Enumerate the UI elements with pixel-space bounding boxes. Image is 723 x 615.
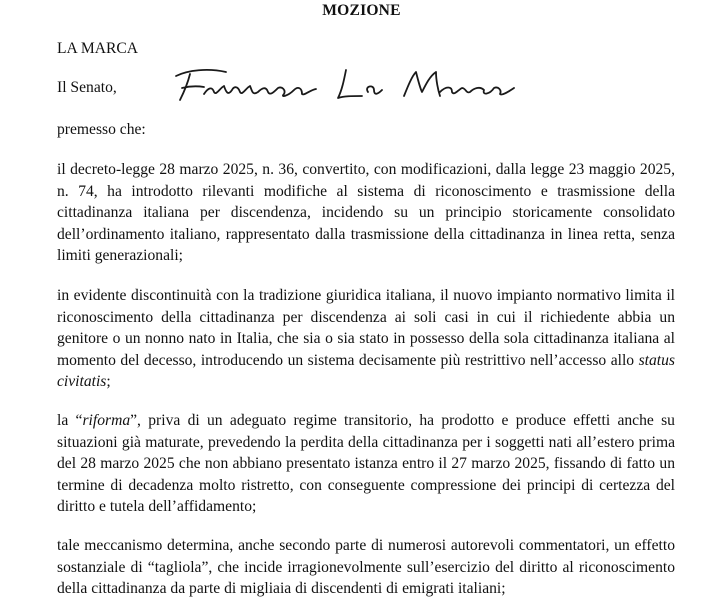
paragraph-2-end: ;	[106, 373, 111, 391]
paragraph-3-start: la “	[57, 412, 83, 429]
svg-text:Francesca La Marca: Francesca La Marca	[168, 62, 177, 63]
handwritten-signature	[168, 62, 518, 110]
document-title: MOZIONE	[322, 2, 401, 19]
paragraph-2-italic: status civitatis	[57, 351, 675, 391]
paragraph-3-text: ”, priva di un adeguato regime transitorio, ha prodotto e produce effetti anche su situazioni già maturate, prevedendo la perdita della cittadinanza per i soggetti nati all’estero prima del 28 marzo 2025 che non abbiano presentato istanza entro il 27 marzo 2025, fissando di fatto un termine di decadenza molto ristretto, con conseguente compressione dei principi di certezza del diritto e tutela dell’affidamento;	[57, 412, 675, 516]
paragraph-2-text: in evidente discontinuità con la tradizione giuridica italiana, il nuovo impianto normativo limita il riconoscimento della cittadinanza per discendenza ai soli casi in cui il richiedente abbia un genitore o un nonno nato in Italia, che sia o sia stato in possesso della sola cittadinanza italiana al momento del decesso, introducendo un sistema decisamente più restrittivo nell’accesso allo	[57, 287, 675, 369]
addressee-line: Il Senato,	[57, 79, 117, 96]
premise-intro: premesso che:	[57, 121, 146, 138]
author-name: LA MARCA	[57, 40, 139, 57]
paragraph-4: tale meccanismo determina, anche secondo parte di numerosi autorevoli commentatori, un effetto sostanziale di “tagliola”, che incide irragionevolmente sull’esercizio del diritto al riconoscimento della cittadinanza da parte di migliaia di discendenti di emigrati italiani;	[57, 537, 675, 598]
paragraph-2	[57, 285, 675, 393]
paragraph-3	[57, 410, 675, 518]
paragraph-3-italic: riforma	[82, 412, 131, 429]
paragraph-1: il decreto-legge 28 marzo 2025, n. 36, convertito, con modificazioni, dalla legge 23 maggio 2025, n. 74, ha introdotto rilevanti modifiche al sistema di riconoscimento e trasmissione della cittadinanza italiana per discendenza, incidendo su un principio storicamente consolidato dell’ordinamento italiano, rappresentato dalla trasmissione della cittadinanza in linea retta, senza limiti generazionali;	[57, 161, 675, 265]
